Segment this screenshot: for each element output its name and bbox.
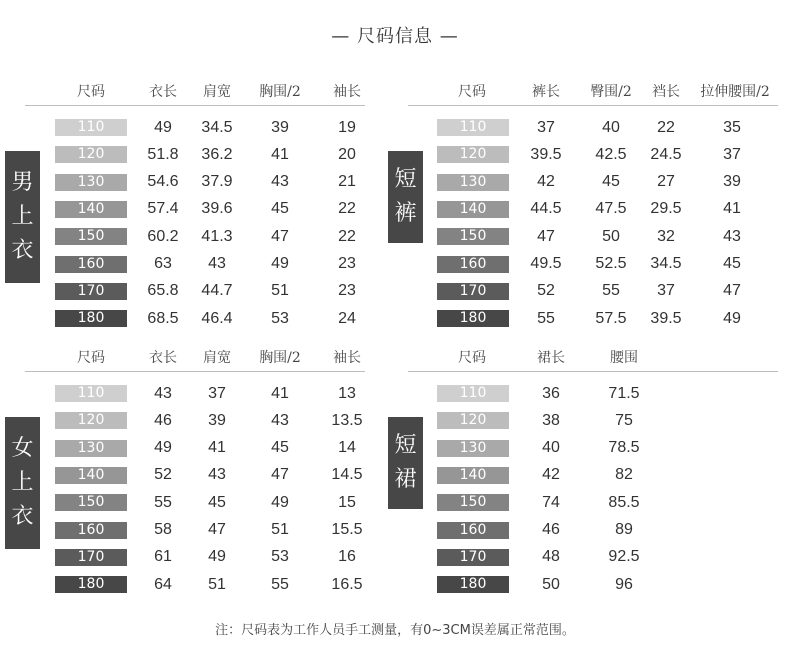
column-header: 裙长 — [537, 350, 565, 366]
table-cell: 51 — [208, 575, 226, 593]
table-cell: 55 — [271, 575, 289, 593]
column-header: 腰围 — [610, 350, 638, 366]
table-cell: 16 — [338, 548, 356, 566]
table-cell: 13 — [338, 384, 356, 402]
size-badge: 180 — [437, 310, 509, 327]
table-cell: 64 — [154, 575, 172, 593]
table-cell: 40 — [602, 118, 620, 136]
size-badge: 150 — [55, 228, 127, 245]
table-cell: 45 — [208, 493, 226, 511]
table-cell: 37 — [723, 145, 741, 163]
table-cell: 58 — [154, 521, 172, 538]
category-char: 短 — [394, 167, 417, 192]
size-badge: 140 — [55, 467, 127, 484]
column-header: 肩宽 — [203, 350, 231, 366]
category-char: 男 — [11, 170, 34, 195]
table-cell: 19 — [338, 118, 356, 136]
table-cell: 63 — [154, 255, 172, 272]
table-cell: 27 — [657, 173, 675, 191]
column-header: 臀围/2 — [590, 84, 632, 100]
table-cell: 37 — [208, 384, 226, 402]
table-cell: 36.2 — [201, 145, 233, 163]
table-cell: 42 — [542, 466, 560, 484]
table-cell: 32 — [657, 227, 675, 245]
table-cell: 24.5 — [650, 145, 682, 163]
table-cell: 42.5 — [595, 145, 627, 163]
table-cell: 37.9 — [201, 173, 233, 191]
column-header: 胸围/2 — [259, 84, 301, 100]
measurement-note: 注：尺码表为工作人员手工测量，有0~3CM误差属正常范围。 — [215, 623, 575, 638]
table-cell: 15.5 — [331, 521, 363, 538]
column-header: 裤长 — [532, 84, 560, 100]
category-char: 上 — [11, 470, 34, 495]
size-badge: 140 — [437, 201, 509, 218]
table-cell: 41 — [723, 200, 741, 218]
category-char: 女 — [11, 436, 34, 461]
table-cell: 43 — [271, 411, 289, 429]
category-char: 上 — [11, 204, 34, 229]
size-badge: 180 — [55, 310, 127, 327]
size-badge: 160 — [55, 522, 127, 539]
column-header: 尺码 — [77, 84, 105, 100]
column-header: 尺码 — [458, 350, 486, 366]
column-header: 裆长 — [652, 84, 680, 100]
size-badge: 150 — [437, 228, 509, 245]
size-badge: 130 — [55, 174, 127, 191]
size-badge: 120 — [437, 412, 509, 429]
table-cell: 65.8 — [147, 282, 179, 300]
table-cell: 29.5 — [650, 200, 682, 218]
table-cell: 49.5 — [530, 255, 562, 272]
table-cell: 16.5 — [331, 575, 363, 593]
size-badge: 110 — [55, 119, 127, 136]
table-cell: 43 — [271, 173, 289, 191]
table-cell: 45 — [271, 200, 289, 218]
table-cell: 49 — [154, 439, 172, 457]
size-badge: 180 — [55, 576, 127, 593]
table-cell: 43 — [208, 466, 226, 484]
table-cell: 55 — [537, 309, 555, 327]
table-cell: 34.5 — [201, 118, 233, 136]
size-badge: 120 — [55, 412, 127, 429]
size-badge: 170 — [55, 549, 127, 566]
page-title: — 尺码信息 — — [331, 26, 459, 47]
size-badge: 180 — [437, 576, 509, 593]
column-header: 衣长 — [149, 84, 177, 100]
table-cell: 51.8 — [147, 145, 179, 163]
size-badge: 110 — [55, 385, 127, 402]
table-cell: 53 — [271, 309, 289, 327]
table-cell: 22 — [657, 118, 675, 136]
table-cell: 51 — [271, 521, 289, 538]
table-cell: 82 — [615, 466, 633, 484]
table-cell: 47 — [723, 282, 741, 300]
table-cell: 41 — [208, 439, 226, 457]
table-cell: 54.6 — [147, 173, 179, 191]
table-cell: 49 — [723, 309, 741, 327]
table-cell: 47 — [537, 227, 555, 245]
table-cell: 61 — [154, 548, 172, 566]
table-cell: 50 — [542, 575, 560, 593]
category-label — [388, 151, 423, 243]
column-header: 胸围/2 — [259, 350, 301, 366]
table-cell: 47 — [271, 466, 289, 484]
table-cell: 55 — [154, 493, 172, 511]
table-cell: 21 — [338, 173, 356, 191]
table-cell: 71.5 — [608, 384, 640, 402]
column-header: 拉伸腰围/2 — [700, 84, 770, 100]
table-cell: 37 — [657, 282, 675, 300]
table-cell: 41.3 — [201, 227, 233, 245]
header-divider — [25, 105, 365, 106]
table-cell: 47 — [208, 521, 226, 538]
table-cell: 46 — [542, 521, 560, 538]
table-cell: 60.2 — [147, 227, 179, 245]
category-label — [5, 151, 40, 283]
table-cell: 41 — [271, 145, 289, 163]
table-cell: 51 — [271, 282, 289, 300]
size-badge: 160 — [437, 522, 509, 539]
size-badge: 160 — [55, 256, 127, 273]
table-cell: 52 — [537, 282, 555, 300]
table-cell: 75 — [615, 411, 633, 429]
table-cell: 49 — [154, 118, 172, 136]
size-badge: 140 — [55, 201, 127, 218]
table-cell: 89 — [615, 521, 633, 538]
table-cell: 48 — [542, 548, 560, 566]
category-label — [388, 417, 423, 509]
table-cell: 23 — [338, 255, 356, 272]
table-cell: 46 — [154, 411, 172, 429]
table-cell: 74 — [542, 493, 560, 511]
size-badge: 150 — [437, 494, 509, 511]
table-cell: 23 — [338, 282, 356, 300]
size-badge: 110 — [437, 385, 509, 402]
table-cell: 15 — [338, 493, 356, 511]
header-divider — [408, 105, 778, 106]
table-cell: 49 — [271, 493, 289, 511]
table-cell: 92.5 — [608, 548, 640, 566]
table-cell: 45 — [271, 439, 289, 457]
table-cell: 22 — [338, 227, 356, 245]
table-cell: 14 — [338, 439, 356, 457]
header-divider — [408, 371, 778, 372]
table-cell: 40 — [542, 439, 560, 457]
table-cell: 57.4 — [147, 200, 179, 218]
table-cell: 41 — [271, 384, 289, 402]
table-cell: 43 — [208, 255, 226, 272]
table-cell: 20 — [338, 145, 356, 163]
table-cell: 46.4 — [201, 309, 233, 327]
table-cell: 39.5 — [530, 145, 562, 163]
table-cell: 42 — [537, 173, 555, 191]
size-badge: 130 — [437, 174, 509, 191]
table-cell: 39 — [208, 411, 226, 429]
table-cell: 47.5 — [595, 200, 627, 218]
size-badge: 170 — [437, 283, 509, 300]
table-cell: 68.5 — [147, 309, 179, 327]
table-cell: 53 — [271, 548, 289, 566]
table-cell: 34.5 — [650, 255, 682, 272]
column-header: 袖长 — [333, 84, 361, 100]
table-cell: 39 — [271, 118, 289, 136]
table-cell: 96 — [615, 575, 633, 593]
table-cell: 24 — [338, 309, 356, 327]
size-badge: 170 — [437, 549, 509, 566]
table-cell: 43 — [154, 384, 172, 402]
size-badge: 140 — [437, 467, 509, 484]
column-header: 衣长 — [149, 350, 177, 366]
table-cell: 14.5 — [331, 466, 363, 484]
table-cell: 52 — [154, 466, 172, 484]
category-char: 短 — [394, 433, 417, 458]
category-char: 衣 — [11, 504, 34, 529]
table-cell: 47 — [271, 227, 289, 245]
size-badge: 160 — [437, 256, 509, 273]
table-cell: 35 — [723, 118, 741, 136]
size-badge: 120 — [437, 146, 509, 163]
table-cell: 39 — [723, 173, 741, 191]
table-cell: 85.5 — [608, 493, 640, 511]
table-cell: 55 — [602, 282, 620, 300]
table-cell: 45 — [723, 255, 741, 272]
table-cell: 22 — [338, 200, 356, 218]
table-cell: 50 — [602, 227, 620, 245]
size-badge: 110 — [437, 119, 509, 136]
table-cell: 39.6 — [201, 200, 233, 218]
table-cell: 39.5 — [650, 309, 682, 327]
table-cell: 43 — [723, 227, 741, 245]
column-header: 肩宽 — [203, 84, 231, 100]
category-char: 衣 — [11, 238, 34, 263]
size-badge: 170 — [55, 283, 127, 300]
table-cell: 49 — [271, 255, 289, 272]
table-cell: 78.5 — [608, 439, 640, 457]
table-cell: 13.5 — [331, 411, 363, 429]
table-cell: 45 — [602, 173, 620, 191]
size-badge: 150 — [55, 494, 127, 511]
table-cell: 36 — [542, 384, 560, 402]
table-cell: 49 — [208, 548, 226, 566]
category-char: 裙 — [394, 467, 417, 492]
size-badge: 130 — [437, 440, 509, 457]
category-label — [5, 417, 40, 549]
table-cell: 38 — [542, 411, 560, 429]
table-cell: 44.7 — [201, 282, 233, 300]
column-header: 袖长 — [333, 350, 361, 366]
table-cell: 57.5 — [595, 309, 627, 327]
table-cell: 44.5 — [530, 200, 562, 218]
category-char: 裤 — [394, 201, 417, 226]
header-divider — [25, 371, 365, 372]
column-header: 尺码 — [458, 84, 486, 100]
column-header: 尺码 — [77, 350, 105, 366]
table-cell: 37 — [537, 118, 555, 136]
size-badge: 120 — [55, 146, 127, 163]
size-badge: 130 — [55, 440, 127, 457]
table-cell: 52.5 — [595, 255, 627, 272]
